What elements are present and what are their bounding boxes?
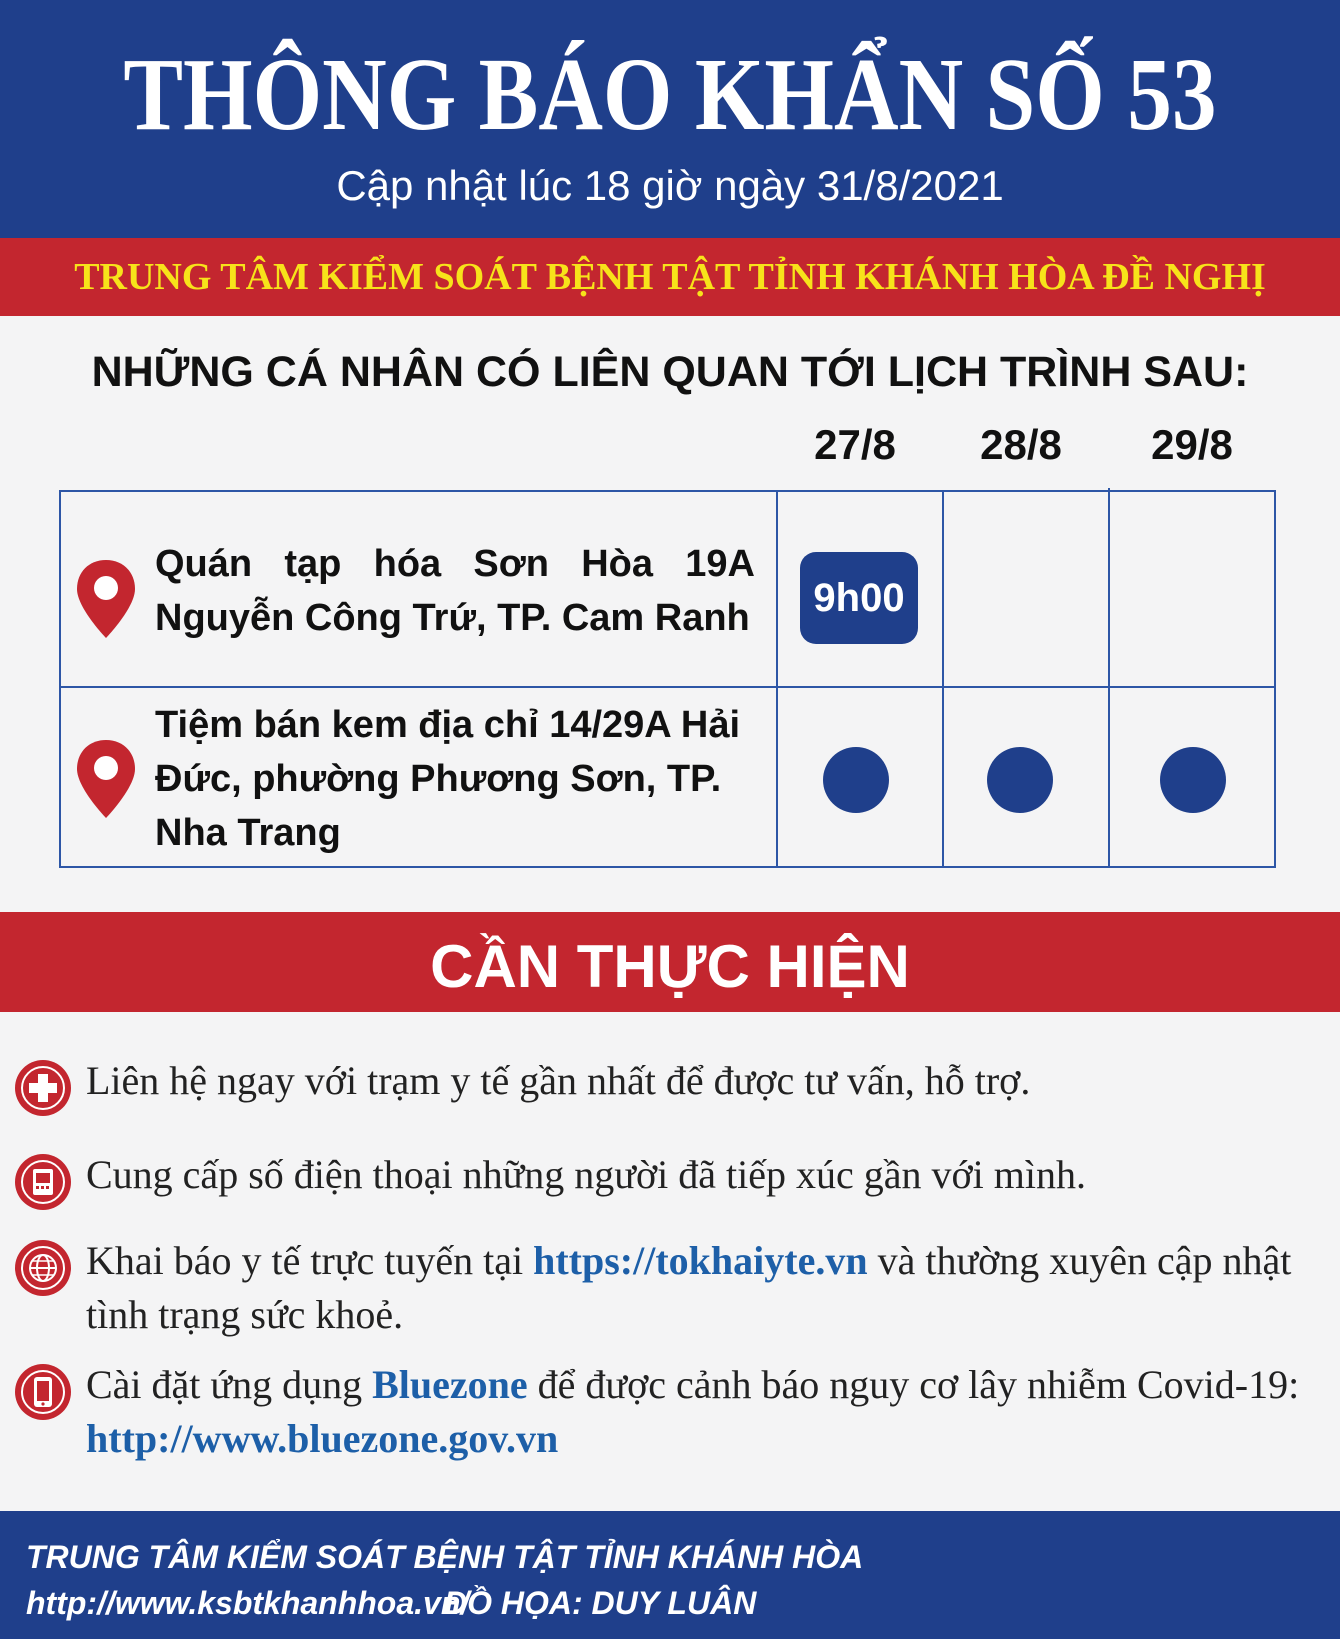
time-badge: 9h00 [800,552,918,644]
location-text: Quán tạp hóa Sơn Hòa 19A Nguyễn Công Trứ, TP. Cam Ranh [155,543,755,639]
location-text: Tiệm bán kem địa chỉ 14/29A Hải Đức, phường Phương Sơn, TP. Nha Trang [155,704,741,854]
tokhaiyte-link[interactable]: https://tokhaiyte.vn [533,1238,868,1283]
schedule-intro: NHỮNG CÁ NHÂN CÓ LIÊN QUAN TỚI LỊCH TRÌNH SAU: [91,348,1249,396]
footer-credit: ĐỒ HỌA: DUY LUÂN [444,1585,757,1621]
actions-banner [0,912,1340,1012]
action-text-part: để được cảnh báo nguy cơ lây nhiễm Covid-19: [527,1362,1300,1407]
smartphone-icon [15,1364,71,1420]
page-title: THÔNG BÁO KHẨN SỐ 53 [123,37,1217,152]
authority-text: TRUNG TÂM KIỂM SOÁT BỆNH TẬT TỈNH KHÁNH HÒA ĐỀ NGHỊ [74,256,1266,298]
column-divider [776,490,778,868]
location-pin-icon [74,558,138,640]
footer [0,1511,1340,1639]
date-header-1: 27/8 [814,421,896,468]
column-divider [1108,488,1110,868]
header-banner [0,0,1340,238]
phone-book-icon [15,1154,71,1210]
location-pin-icon [74,738,138,820]
bluezone-app-name: Bluezone [372,1362,528,1407]
action-text [86,1358,1340,1466]
visit-dot [1160,747,1226,813]
medical-cross-icon [15,1060,71,1116]
footer-org: TRUNG TÂM KIỂM SOÁT BỆNH TẬT TỈNH KHÁNH HÒA [26,1539,864,1575]
update-time: Cập nhật lúc 18 giờ ngày 31/8/2021 [336,162,1004,209]
footer-url[interactable]: http://www.ksbtkhanhhoa.vn/ [26,1585,470,1621]
date-header-2: 28/8 [980,421,1062,468]
bluezone-link[interactable]: http://www.bluezone.gov.vn [86,1416,559,1461]
visit-dot [823,747,889,813]
actions-title: CẦN THỰC HIỆN [430,933,910,1000]
action-text-part: Cài đặt ứng dụng [86,1362,373,1407]
action-text-part: Khai báo y tế trực tuyến tại [86,1238,534,1283]
authority-banner [0,238,1340,316]
action-text-part: và thường xuyên cập nhật tình trạng sức khoẻ. [86,1238,1292,1337]
column-divider [942,490,944,868]
action-text [86,1234,1340,1342]
action-text: Cung cấp số điện thoại những người đã tiếp xúc gần với mình. [86,1152,1086,1197]
globe-icon [15,1240,71,1296]
visit-dot [987,747,1053,813]
date-header-3: 29/8 [1151,421,1233,468]
action-text: Liên hệ ngay với trạm y tế gần nhất để được tư vấn, hỗ trợ. [86,1058,1031,1103]
